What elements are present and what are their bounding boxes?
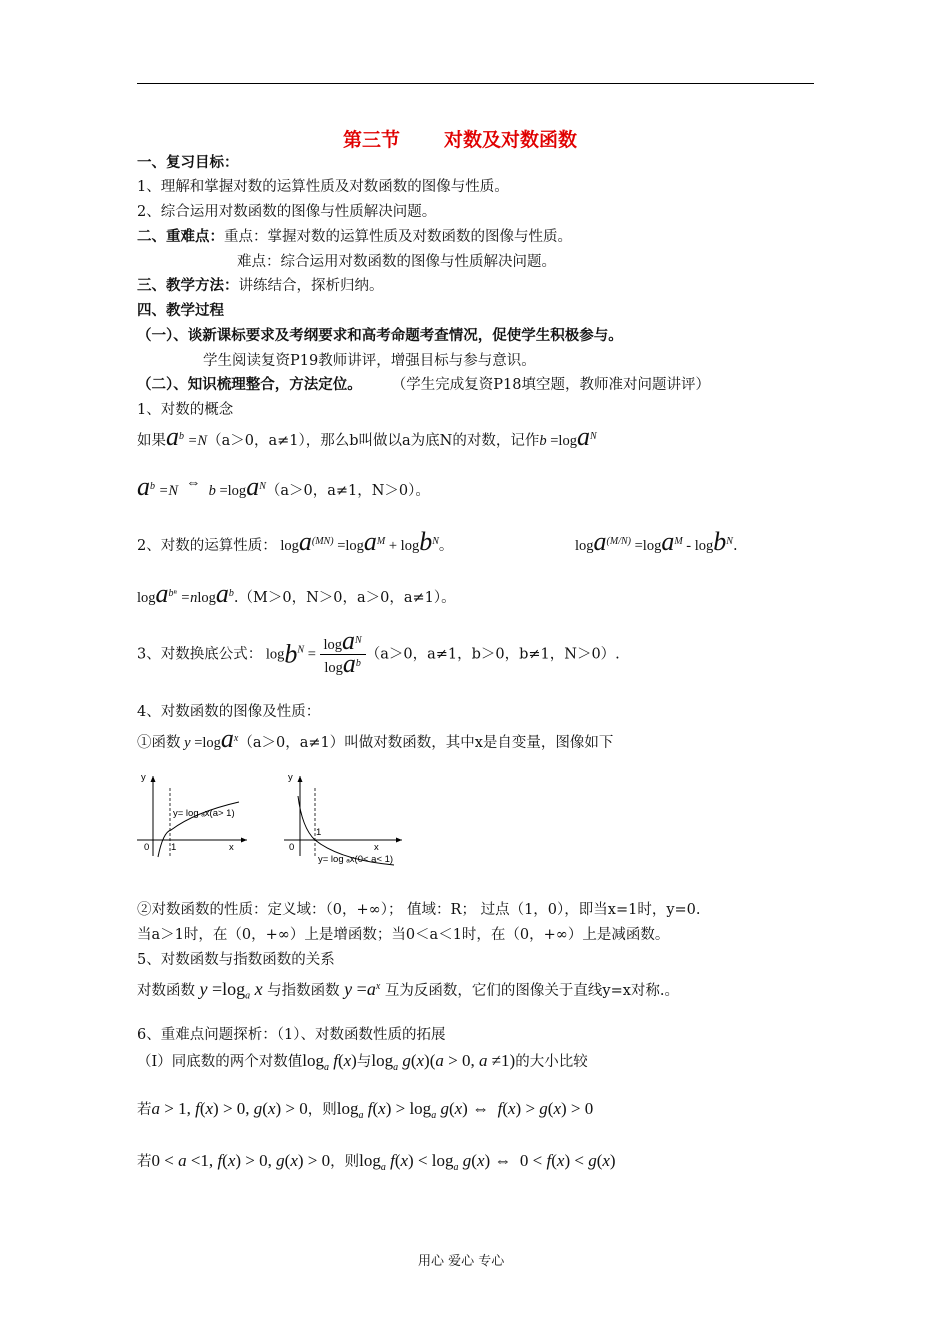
graph1-x-arrow <box>241 838 247 843</box>
section-1-item-1: 1、理解和掌握对数的运算性质及对数函数的图像与性质。 <box>137 179 509 195</box>
section-2-heading: 二、重难点： <box>137 228 224 245</box>
comparison-intro-line: （Ⅰ）同底数的两个对数值$\log_a f(x)$与$\log_a g(x)(a > 0$, a ≠1)的大小比较 <box>137 1051 588 1073</box>
section-4-heading: 四、教学过程 <box>137 302 224 319</box>
log-function-definition: ①函数 y =loga$^x$（a＞0，a≠1）叫做对数函数，其中x是自变量，图像如下 <box>137 724 614 753</box>
title-section-number: 第三节 <box>343 129 401 151</box>
change-of-base-fraction: $\frac{\log a^N}{\log a^b}$ <box>320 632 366 677</box>
graph2-y-label: y <box>288 772 293 783</box>
part-2-note: （学生完成复资P18填空题，教师准对问题讲评） <box>391 377 710 393</box>
graph2-y-arrow <box>298 776 303 782</box>
knowledge-2-line: 2、对数的运算性质： loga$^{(MN)}$ =loga$^M$ + logb$^N$。 <box>137 527 454 556</box>
graph2-origin-label: 0 <box>289 842 295 853</box>
log-definition-line: 如果$a^b =N(a>0$，a≠1），那么b叫做以a为底N的对数，记作b =loga$^N$ <box>137 422 597 451</box>
graph2-x-arrow <box>396 838 402 843</box>
page-footer: 用心 爱心 专心 <box>418 1254 505 1269</box>
header-rule <box>137 83 814 84</box>
inverse-function-line: 对数函数 $y =\log_a$ x 与指数函数 $y =a^x$ 互为反函数，它们的图像关于直线y=x对称.。 <box>137 978 680 1002</box>
part-1-heading: （一）、谈新课标要求及考纲要求和高考命题考查情况，促使学生积极参与。 <box>137 327 623 344</box>
section-2 <box>137 228 572 246</box>
graph1-origin-label: 0 <box>144 842 150 853</box>
graph-log-increasing <box>135 768 250 858</box>
part-1-text: 学生阅读复资P19教师讲评，增强目标与参与意识。 <box>203 353 536 369</box>
graph1-x-label: x <box>229 842 234 853</box>
section-3-heading: 三、教学方法： <box>137 277 239 294</box>
graph1-one-label: 1 <box>171 842 177 853</box>
title-topic: 对数及对数函数 <box>444 129 578 151</box>
part-2-heading: （二）、知识梳理整合，方法定位。 <box>137 376 362 393</box>
graph2-one-label: 1 <box>316 827 322 838</box>
knowledge-6-title: 6、重难点问题探析：（1）、对数函数性质的拓展 <box>137 1027 446 1043</box>
case-a-greater-than-one: 若a > 1, f(x) > 0, g(x) > 0，则$\log_a f(x) > \log_a g(x)$ ⇔ f(x) > g(x) > 0 <box>137 1099 594 1121</box>
section-1-item-2: 2、综合运用对数函数的图像与性质解决问题。 <box>137 204 437 220</box>
graph1-function-label: y= log ₐx(a> 1) <box>173 808 235 819</box>
log-power-rule: loga$^{b^n}$ =nloga$^b$.（M＞0，N＞0，a＞0，a≠1）。 <box>137 579 456 608</box>
knowledge-5-title: 5、对数函数与指数函数的关系 <box>137 952 335 968</box>
knowledge-4-title: 4、对数函数的图像及性质： <box>137 704 321 720</box>
log-equivalence-line: $a^b =N$ ⇔ b =loga$^N$（a＞0，a≠1，N＞0）。 <box>137 472 430 501</box>
teaching-method: 讲练结合，探析归纳。 <box>238 278 384 294</box>
knowledge-1-title: 1、对数的概念 <box>137 402 234 418</box>
case-a-less-than-one: 若0 < a <1, f(x) > 0, g(x) > 0，则$\log_a f(x) < \log_a g(x)$ ⇔ 0 < f(x) < g(x) <box>137 1151 616 1173</box>
graph1-y-label: y <box>141 772 146 783</box>
graph-log-decreasing <box>282 768 412 868</box>
section-3 <box>137 277 384 295</box>
log-function-monotonicity: 当a＞1时，在（0，+∞）上是增函数；当0＜a＜1时，在（0，+∞）上是减函数。 <box>137 927 670 943</box>
graph2-x-label: x <box>374 842 379 853</box>
section-1-heading: 一、复习目标： <box>137 154 239 171</box>
part-2 <box>137 376 710 394</box>
log-quotient-rule: loga$^{(M/N)}$ =loga$^M$ - logb$^N$. <box>575 527 738 556</box>
change-of-base-line: 3、对数换底公式： logb$^N$ = $\frac{\log a^N}{\log a^b}$ （a＞0，a≠1，b＞0，b≠1，N＞0）. <box>137 626 620 678</box>
graph2-function-label: y= log ₐx(0< a< 1) <box>318 854 394 865</box>
log-function-properties: ②对数函数的性质：定义域：（0，+∞）； 值域：R； 过点（1，0），即当x=1时，y=0. <box>137 902 701 918</box>
page-title <box>343 125 577 152</box>
key-point: 重点：掌握对数的运算性质及对数函数的图像与性质。 <box>224 229 572 245</box>
difficult-point: 难点：综合运用对数函数的图像与性质解决问题。 <box>237 254 556 270</box>
graph1-y-arrow <box>151 776 156 782</box>
